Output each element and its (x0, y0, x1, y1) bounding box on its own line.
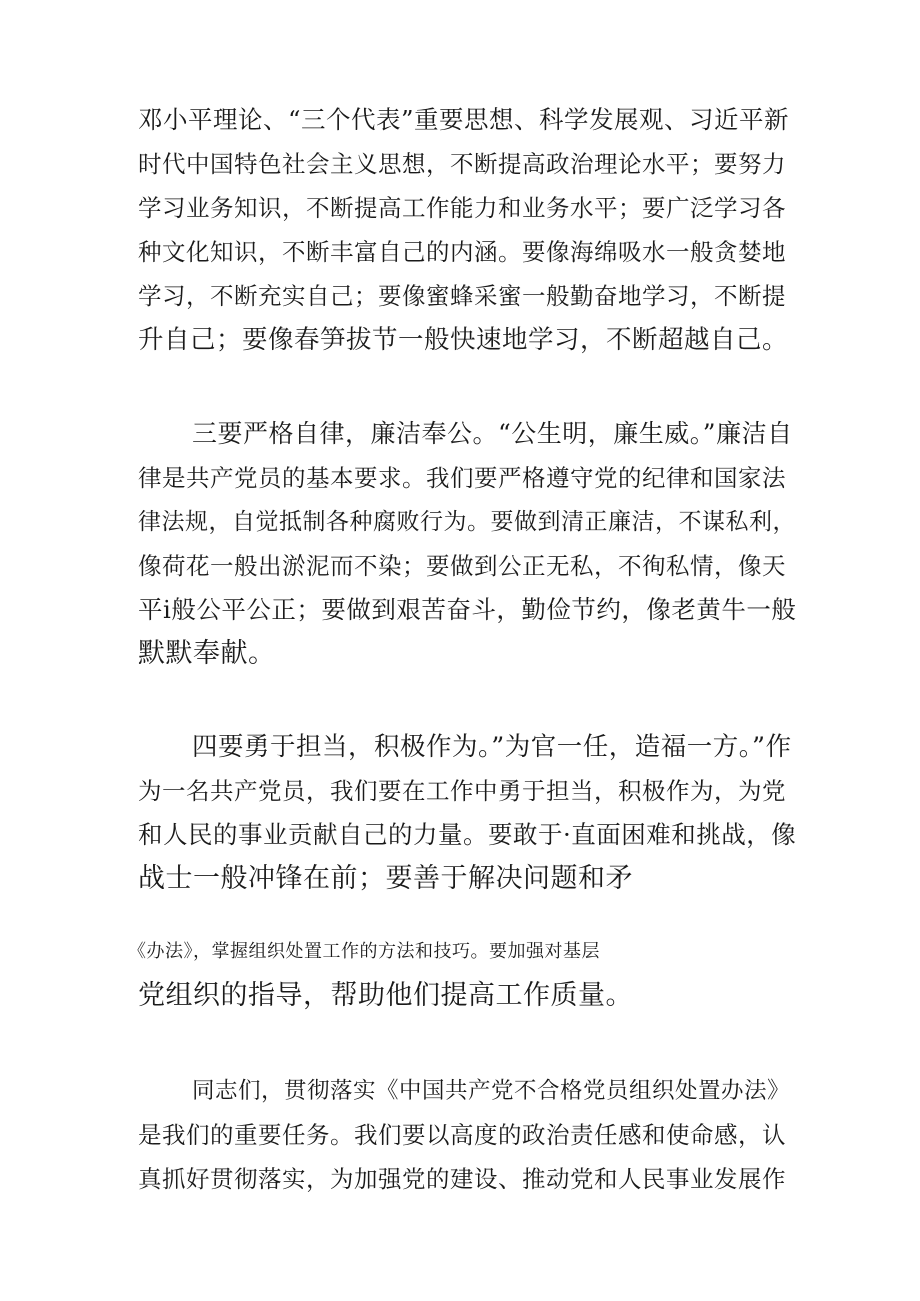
text-line: 学习业务知识，不断提高工作能力和业务水平；要广泛学习各 (138, 194, 786, 222)
text-line: 和人民的事业贡献自己的力量。要敢于·直面困难和挑战，像 (138, 820, 797, 849)
text-line: 律是共产党员的基本要求。我们要严格遵守党的纪律和国家法 (138, 464, 786, 492)
text-line: 同志们，贯彻落实《中国共产党不合格党员组织处置办法》 (192, 1078, 791, 1104)
text-line: 默默奉献。 (138, 638, 276, 669)
text-line: 种文化知识，不断丰富自己的内涵。要像海绵吸水一般贪婪地 (138, 238, 786, 266)
text-line: 《办法》，掌握组织处置工作的方法和技巧。要加强对基层 (128, 941, 600, 962)
text-line: 邓小平理论、“三个代表”重要思想、科学发展观、习近平新 (138, 105, 790, 134)
text-line: 像荷花一般出淤泥而不染；要做到公正无私，不徇私情，像天 (138, 552, 786, 580)
text-line: 为一名共产党员，我们要在工作中勇于担当，积极作为，为党 (138, 777, 786, 805)
text-line: 三要严格自律，廉洁奉公。“公生明，廉生威。”廉洁自 (192, 419, 793, 448)
text-line: 是我们的重要任务。我们要以高度的政治责任感和使命感，认 (138, 1121, 786, 1149)
paragraph-guidance (128, 930, 798, 1018)
text-line: 战士一般冲锋在前；要善于解决问题和矛 (138, 863, 633, 894)
paragraph-responsibility (138, 725, 798, 901)
paragraph-self-discipline (138, 412, 798, 676)
text-line: 升自己；要像春笋拔节一般快速地学习，不断超越自己。 (138, 325, 789, 355)
paragraph-study (138, 98, 798, 362)
text-line: 四要勇于担当，积极作为。”为官一任，造福一方。”作 (192, 732, 792, 762)
paragraph-closing (138, 1069, 798, 1201)
text-line: 学习，不断充实自己；要像蜜蜂采蜜一般勤奋地学习，不断提 (138, 282, 786, 310)
text-line: 真抓好贯彻落实，为加强党的建设、推动党和人民事业发展作 (138, 1165, 786, 1193)
text-line: 平i般公平公正；要做到艰苦奋斗，勤俭节约，像老黄牛一般 (138, 595, 797, 624)
text-line: 律法规，自觉抵制各种腐败行为。要做到清正廉洁，不谋私利， (138, 509, 796, 535)
text-line: 党组织的指导，帮助他们提高工作质量。 (138, 980, 633, 1011)
text-line: 时代中国特色社会主义思想，不断提高政治理论水平；要努力 (138, 150, 786, 178)
